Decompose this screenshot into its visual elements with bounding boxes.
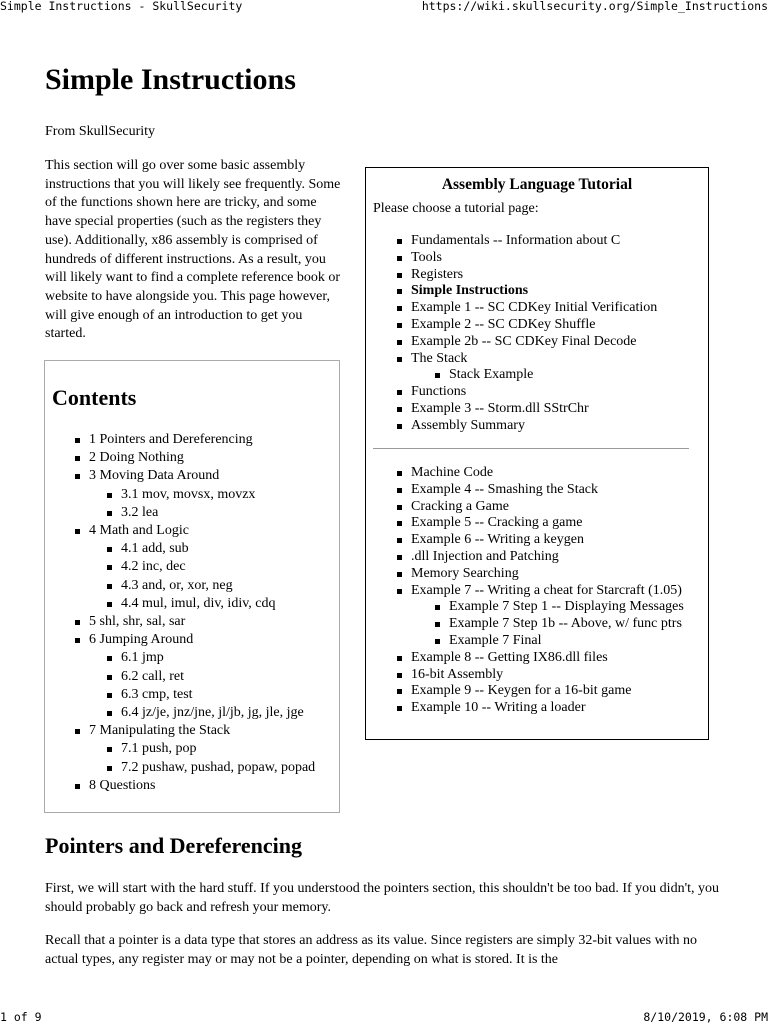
navbox-item[interactable]	[397, 334, 657, 351]
navbox-item-child-label: Example 7 Final	[449, 632, 542, 648]
print-header-title: Simple Instructions - SkullSecurity	[0, 0, 243, 13]
navbox-title: Assembly Language Tutorial	[441, 176, 633, 193]
navbox-item-label: Fundamentals -- Information about C	[411, 233, 621, 248]
toc-item-child[interactable]	[107, 759, 315, 777]
navbox-item-child-label: Example 7 Step 1 -- Displaying Messages	[449, 599, 684, 615]
navbox-divider	[373, 448, 689, 449]
navbox-item-label: Machine Code	[411, 465, 494, 480]
toc-item-label: 2 Doing Nothing	[89, 450, 184, 466]
navbox-item-label: Example 2b -- SC CDKey Final Decode	[411, 333, 637, 349]
bullet-icon	[397, 407, 402, 412]
bullet-icon	[397, 505, 402, 510]
bullet-icon	[397, 340, 402, 345]
bullet-icon	[397, 256, 402, 261]
toc-item-child-label: 6.2 call, ret	[121, 668, 184, 684]
bullet-icon	[397, 521, 402, 526]
bullet-icon	[107, 693, 112, 698]
navbox-item[interactable]	[397, 566, 684, 583]
navbox-item-child[interactable]	[435, 367, 657, 384]
navbox-item[interactable]	[397, 700, 684, 717]
navbox-item[interactable]	[397, 515, 684, 532]
toc-item[interactable]	[75, 777, 315, 795]
bullet-icon	[397, 656, 402, 661]
bullet-icon	[397, 555, 402, 560]
navbox-item-label: Functions	[411, 384, 467, 400]
navbox-item-label: Example 3 -- Storm.dll SStrChr	[411, 400, 589, 416]
bullet-icon	[107, 711, 112, 716]
bullet-icon	[397, 289, 402, 294]
navbox-item[interactable]	[397, 549, 684, 566]
bullet-icon	[75, 729, 80, 734]
toc-item-child-label: 6.4 jz/je, jnz/jne, jl/jb, jg, jle, jge	[121, 705, 304, 721]
bullet-icon	[107, 656, 112, 661]
navbox-item-label: Example 10 -- Writing a loader	[411, 700, 586, 716]
bullet-icon	[75, 620, 80, 625]
bullet-icon	[397, 323, 402, 328]
bullet-icon	[435, 605, 440, 610]
navbox-item-label: The Stack	[411, 350, 468, 366]
toc-list	[75, 431, 315, 795]
toc-item-sublist	[107, 649, 315, 722]
navbox-item-label: Example 1 -- SC CDKey Initial Verification	[411, 300, 658, 316]
toc-item-child[interactable]	[107, 686, 315, 704]
toc-item-child[interactable]	[107, 704, 315, 722]
navbox-item-label: Example 7 -- Writing a cheat for Starcraft (1.05)	[411, 582, 682, 598]
bullet-icon	[397, 572, 402, 577]
navbox-item-child-label: Stack Example	[449, 367, 534, 383]
navbox-item[interactable]	[397, 532, 684, 549]
navbox-item[interactable]	[397, 351, 657, 385]
toc-item-label: 8 Questions	[89, 777, 156, 793]
section-heading: Pointers and Dereferencing	[45, 833, 303, 858]
navbox-item-sublist	[435, 367, 657, 384]
navbox-item[interactable]	[397, 317, 657, 334]
toc-item[interactable]	[75, 467, 315, 522]
bullet-icon	[435, 622, 440, 627]
toc-item-label: 6 Jumping Around	[89, 632, 194, 648]
toc-item-sublist	[107, 740, 315, 776]
table-of-contents	[44, 360, 340, 813]
navbox-item[interactable]	[397, 250, 657, 267]
navbox-item[interactable]	[397, 499, 684, 516]
toc-item-child[interactable]	[107, 577, 315, 595]
navbox-item-child[interactable]	[435, 599, 684, 616]
toc-item-child[interactable]	[107, 540, 315, 558]
toc-item-child-label: 6.3 cmp, test	[121, 686, 193, 702]
toc-item[interactable]	[75, 722, 315, 777]
navbox-item-label: Simple Instructions	[411, 283, 529, 299]
bullet-icon	[107, 766, 112, 771]
toc-item-child[interactable]	[107, 504, 315, 522]
bullet-icon	[397, 390, 402, 395]
navbox-item-child[interactable]	[435, 633, 684, 650]
bullet-icon	[397, 706, 402, 711]
intro-paragraph: This section will go over some basic assembly instructions that you will likely see frequently. Some of the functions shown here are tricky, and some have special properties (such as the registers they use). Additionally, x86 assembly is comprised of hundreds of different instructions. As a result, you will likely want to find a complete reference book or website to have alongside you. This page however, will give enough of an introduction to get you started.	[45, 158, 341, 342]
bullet-icon	[397, 488, 402, 493]
bullet-icon	[107, 547, 112, 552]
print-footer-timestamp: 8/10/2019, 6:08 PM	[643, 1010, 768, 1024]
bullet-icon	[75, 438, 80, 443]
toc-item-child-label: 7.2 pushaw, pushad, popaw, popad	[121, 759, 316, 775]
toc-item-child[interactable]	[107, 558, 315, 576]
navbox-item[interactable]	[397, 418, 657, 435]
navbox-item[interactable]	[397, 401, 657, 418]
bullet-icon	[397, 589, 402, 594]
navbox-list-1	[397, 233, 657, 435]
navbox-item[interactable]	[397, 583, 684, 650]
toc-title: Contents	[52, 385, 137, 410]
navbox-item-label: Example 6 -- Writing a keygen	[411, 532, 584, 548]
bullet-icon	[107, 584, 112, 589]
navbox-item-label: Example 4 -- Smashing the Stack	[411, 481, 599, 497]
bullet-icon	[397, 689, 402, 694]
navbox-item[interactable]	[397, 267, 657, 284]
navbox-item[interactable]	[397, 283, 657, 300]
bullet-icon	[75, 529, 80, 534]
toc-item-child-label: 3.2 lea	[121, 504, 159, 520]
bullet-icon	[107, 675, 112, 680]
bullet-icon	[397, 306, 402, 311]
section-paragraph-2: Recall that a pointer is a data type that stores an address as its value. Since registers are simply 32-bit values with no actual types, any register may or may not be a pointer, depending on what is stored. It is the	[45, 933, 697, 967]
navbox-item-label: Example 8 -- Getting IX86.dll files	[411, 649, 608, 665]
toc-item-label: 1 Pointers and Dereferencing	[89, 432, 253, 447]
toc-item-child[interactable]	[107, 649, 315, 667]
toc-item-label: 5 shl, shr, sal, sar	[89, 614, 186, 630]
toc-item-child-label: 6.1 jmp	[121, 650, 164, 666]
bullet-icon	[397, 273, 402, 278]
navbox-item[interactable]	[397, 683, 684, 700]
navbox-item-sublist	[435, 599, 684, 649]
navbox-prompt: Please choose a tutorial page:	[373, 201, 539, 216]
navbox-item-label: Memory Searching	[411, 565, 519, 581]
section-paragraph-1: First, we will start with the hard stuff. If you understood the pointers section, this shouldn't be too bad. If you didn't, you should probably go back and refresh your memory.	[45, 881, 719, 915]
toc-item-child[interactable]	[107, 486, 315, 504]
navbox-item-label: Example 2 -- SC CDKey Shuffle	[411, 316, 596, 332]
navbox-item[interactable]	[397, 650, 684, 667]
navbox-item-label: 16-bit Assembly	[411, 666, 504, 682]
navbox-item-child[interactable]	[435, 616, 684, 633]
navbox-item-label: Registers	[411, 266, 464, 282]
page-title: Simple Instructions	[45, 63, 296, 96]
toc-item-child-label: 4.2 inc, dec	[121, 559, 186, 575]
bullet-icon	[107, 602, 112, 607]
toc-item-label: 3 Moving Data Around	[89, 468, 220, 484]
navbox-item-label: Cracking a Game	[411, 498, 509, 514]
toc-item-sublist	[107, 540, 315, 613]
toc-item-child-label: 4.3 and, or, xor, neg	[121, 577, 233, 593]
toc-item-child-label: 7.1 push, pop	[121, 741, 197, 757]
navbox-item-label: .dll Injection and Patching	[411, 548, 559, 564]
bullet-icon	[397, 673, 402, 678]
toc-item-child-label: 4.1 add, sub	[121, 541, 189, 557]
navbox-item[interactable]	[397, 233, 657, 250]
tutorial-navbox	[365, 167, 709, 740]
toc-item[interactable]	[75, 522, 315, 613]
bullet-icon	[397, 538, 402, 543]
bullet-icon	[75, 784, 80, 789]
toc-item-label: 7 Manipulating the Stack	[89, 723, 231, 739]
bullet-icon	[397, 239, 402, 244]
navbox-item[interactable]	[397, 667, 684, 684]
bullet-icon	[107, 493, 112, 498]
toc-item-label: 4 Math and Logic	[89, 523, 189, 539]
print-footer-page: 1 of 9	[0, 1010, 42, 1024]
toc-item-child[interactable]	[107, 668, 315, 686]
bullet-icon	[75, 474, 80, 479]
navbox-item-label: Example 9 -- Keygen for a 16-bit game	[411, 683, 632, 699]
navbox-item[interactable]	[397, 482, 684, 499]
toc-item-child-label: 4.4 mul, imul, div, idiv, cdq	[121, 595, 276, 611]
toc-item-child[interactable]	[107, 595, 315, 613]
bullet-icon	[75, 456, 80, 461]
bullet-icon	[397, 357, 402, 362]
bullet-icon	[435, 639, 440, 644]
toc-item[interactable]	[75, 431, 315, 449]
toc-item[interactable]	[75, 631, 315, 722]
toc-item[interactable]	[75, 449, 315, 467]
toc-item-child-label: 3.1 mov, movsx, movzx	[121, 486, 256, 502]
navbox-item[interactable]	[397, 300, 657, 317]
navbox-item-label: Assembly Summary	[411, 417, 525, 433]
bullet-icon	[397, 424, 402, 429]
toc-item-sublist	[107, 486, 315, 522]
bullet-icon	[107, 565, 112, 570]
navbox-item-label: Tools	[411, 249, 442, 265]
navbox-item-child-label: Example 7 Step 1b -- Above, w/ func ptrs	[449, 616, 682, 632]
navbox-item-label: Example 5 -- Cracking a game	[411, 515, 583, 531]
bullet-icon	[397, 471, 402, 476]
bullet-icon	[107, 511, 112, 516]
navbox-item[interactable]	[397, 384, 657, 401]
toc-item[interactable]	[75, 613, 315, 631]
navbox-item[interactable]	[397, 465, 684, 482]
navbox-list-2	[397, 465, 684, 717]
bullet-icon	[107, 747, 112, 752]
toc-item-child[interactable]	[107, 740, 315, 758]
bullet-icon	[75, 638, 80, 643]
print-header-url: https://wiki.skullsecurity.org/Simple_Instructions	[421, 0, 768, 13]
page-source: From SkullSecurity	[45, 124, 156, 139]
bullet-icon	[435, 373, 440, 378]
